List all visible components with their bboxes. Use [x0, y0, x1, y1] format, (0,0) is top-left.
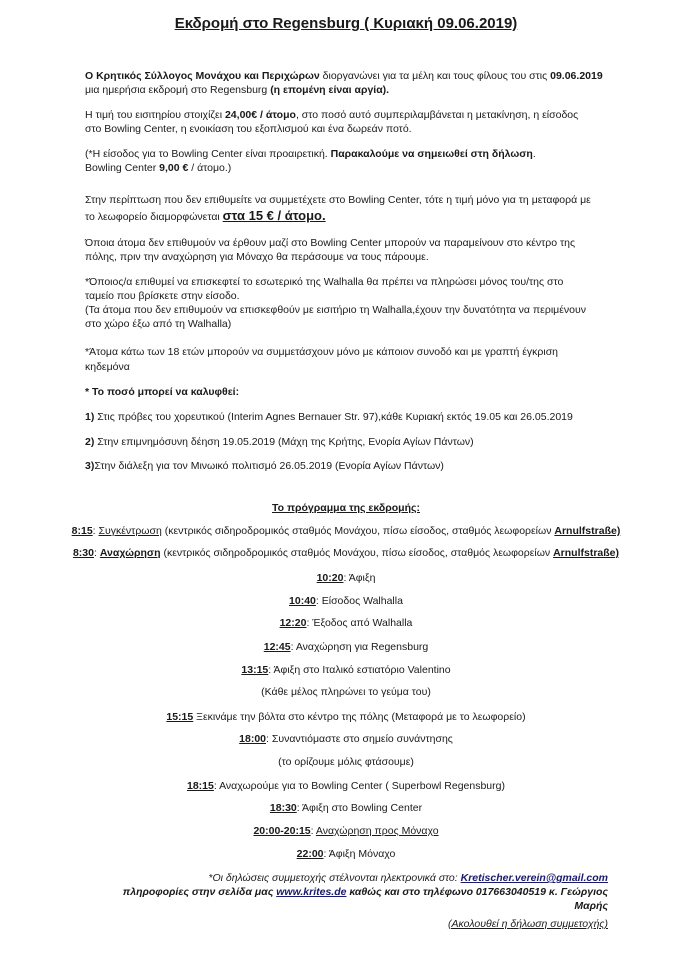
- schedule-time: 12:20: [279, 617, 307, 629]
- schedule-time: 18:00: [239, 733, 266, 745]
- schedule-text: (κεντρικός σιδηροδρομικός σταθμός Μονάχου, πίσω είσοδος, σταθμός λεωφορείων: [161, 525, 555, 537]
- bowling-note-text: (*Η είσοδος για το Bowling Center είναι προαιρετική.: [85, 148, 331, 160]
- schedule-label: Αναχώρηση: [99, 547, 161, 559]
- schedule-item: 20:00-20:15: Αναχώρηση προς Μόναχο: [253, 825, 439, 837]
- schedule-text: Άφιξη στο Ιταλικό εστιατόριο Valentino: [271, 664, 451, 676]
- trip-date: 09.06.2019: [550, 70, 603, 82]
- schedule-text: Άφιξη στο Bowling Center: [299, 802, 423, 814]
- schedule-time: 8:15: [71, 525, 93, 537]
- payment-item-number: 1): [85, 411, 95, 423]
- schedule-text: (κεντρικός σιδηροδρομικός σταθμός Μονάχου, πίσω είσοδος, σταθμός λεωφορείων: [160, 547, 554, 559]
- payment-item-text: Στις πρόβες του χορευτικού (Interim Agnes Bernauer Str. 97),κάθε Κυριακή εκτός 19.05 και 26.05.2019: [94, 411, 573, 423]
- schedule-item: 12:20: Έξοδος από Walhalla: [279, 617, 413, 629]
- payment-item: [85, 460, 444, 473]
- schedule-text: Ξεκινάμε την βόλτα στο κέντρο της πόλης (Μεταφορά με το λεωφορείο): [193, 711, 526, 723]
- price-line-1: [85, 109, 578, 122]
- payment-item-text: Στην διάλεξη για τον Μινωικό πολιτισμό 26.05.2019 (Ενορία Αγίων Πάντων): [94, 460, 444, 472]
- footer-line-1: [208, 872, 608, 885]
- price-text: Η τιμή του εισιτηρίου στοιχίζει: [85, 109, 225, 121]
- city-line-2: πόλης, πριν την αναχώρηση για Μόναχο θα περάσουμε να τους πάρουμε.: [85, 251, 429, 263]
- schedule-note: (το ορίζουμε μόλις φτάσουμε): [278, 756, 414, 768]
- intro-text-2: μια ημερήσια εκδρομή στο Regensburg: [85, 84, 271, 96]
- schedule-item: 22:00: Άφιξη Μόναχο: [296, 848, 396, 860]
- schedule-item: 8:15: Συγκέντρωση (κεντρικός σιδηροδρομικός σταθμός Μονάχου, πίσω είσοδος, σταθμός λεωφορείων Arnulfstraße): [71, 525, 621, 537]
- schedule-note: (Κάθε μέλος πληρώνει το γεύμα του): [261, 686, 431, 698]
- page-title: Εκδρομή στο Regensburg ( Κυριακή 09.06.2019): [174, 15, 518, 32]
- bowling-price: 9,00 €: [159, 162, 189, 174]
- website-link[interactable]: www.krites.de: [276, 886, 347, 898]
- footer-line-2: [123, 886, 608, 899]
- bowling-unit: / άτομο.): [188, 162, 232, 174]
- schedule-item: [0, 711, 692, 724]
- schedule-text: Άφιξη Μόναχο: [326, 848, 396, 860]
- bowling-note-line-2: [85, 162, 231, 175]
- schedule-time: 10:40: [289, 595, 316, 607]
- intro-line-1: [85, 70, 603, 83]
- walhalla-line-4: στο χώρο έξω από τη Walhalla): [85, 318, 232, 330]
- footer-contact-name: Μαρής: [574, 900, 608, 912]
- schedule-item: 13:15: Άφιξη στο Ιταλικό εστιατόριο Valentino: [241, 664, 451, 676]
- schedule-time: 15:15: [166, 711, 194, 723]
- footer-phone: καθώς και στο τηλέφωνο 017663040519 κ. Γεώργιος: [346, 886, 608, 898]
- intro-text: διοργανώνει για τα μέλη και τους φίλους του στις: [319, 70, 551, 82]
- bowling-label: Bowling Center: [85, 162, 160, 174]
- walhalla-line-1: *Όποιος/α επιθυμεί να επισκεφτεί το εσωτερικό της Walhalla θα πρέπει να πληρώσει μόνος του/της στο: [85, 276, 564, 288]
- schedule-time: 22:00: [296, 848, 324, 860]
- email-link[interactable]: Kretischer.verein@gmail.com: [460, 872, 608, 884]
- schedule-text: Συναντιόμαστε στο σημείο συνάντησης: [268, 733, 453, 745]
- schedule-item: 10:20: Άφιξη: [316, 572, 376, 584]
- payment-item: [85, 411, 573, 424]
- payment-heading: * Το ποσό μπορεί να καλυφθεί:: [85, 386, 240, 398]
- payment-item-text: Στην επιμνημόσυνη δέηση 19.05.2019 (Μάχη της Κρήτης, Ενορία Αγίων Πάντων): [94, 436, 474, 448]
- schedule-text: Έξοδος από Walhalla: [309, 617, 413, 629]
- city-line-1: Όποια άτομα δεν επιθυμούν να έρθουν μαζί στο Bowling Center μπορούν να παραμείνουν στο κέντρο της: [85, 237, 576, 249]
- schedule-item: 18:30: Άφιξη στο Bowling Center: [269, 802, 423, 814]
- schedule-text: Αναχώρηση για Regensburg: [293, 641, 429, 653]
- schedule-text-underlined: Αναχώρηση προς Μόναχο: [315, 825, 439, 837]
- schedule-time: 13:15: [241, 664, 269, 676]
- intro-line-2: [85, 84, 389, 97]
- schedule-item: 8:30: Αναχώρηση (κεντρικός σιδηροδρομικός σταθμός Μονάχου, πίσω είσοδος, σταθμός λεωφορείων Arnulfstraße): [72, 547, 620, 559]
- schedule-item: 10:40: Είσοδος Walhalla: [289, 595, 403, 607]
- payment-item-number: 2): [85, 436, 95, 448]
- schedule-text: Άφιξη: [346, 572, 376, 584]
- transport-only-price: στα 15 € / άτομο.: [222, 208, 326, 223]
- minors-line-2: κηδεμόνα: [85, 361, 130, 373]
- schedule-time: 18:30: [269, 802, 297, 814]
- no-bowling-line-2: [85, 209, 326, 224]
- schedule-label: Συγκέντρωση: [98, 525, 162, 537]
- footer-text: *Οι δηλώσεις συμμετοχής στέλνονται ηλεκτρονικά στο:: [208, 872, 461, 884]
- schedule-time: 10:20: [316, 572, 344, 584]
- no-bowling-line-1: Στην περίπτωση που δεν επιθυμείτε να συμμετέχετε στο Bowling Center, τότε η τιμή μόνο για τη μεταφορά με: [85, 194, 591, 206]
- org-name: Ο Κρητικός Σύλλογος Μονάχου και Περιχώρων: [85, 70, 320, 82]
- bowling-note-bold: Παρακαλούμε να σημειωθεί στη δήλωση: [330, 148, 533, 160]
- schedule-item: 18:00: Συναντιόμαστε στο σημείο συνάντησης: [239, 733, 453, 745]
- ticket-price: 24,00€ / άτομο: [224, 109, 296, 121]
- bowling-note-end: .: [532, 148, 536, 160]
- schedule-text: Αναχωρούμε για το Bowling Center ( Superbowl Regensburg): [216, 780, 505, 792]
- schedule-item: 12:45: Αναχώρηση για Regensburg: [263, 641, 429, 653]
- program-heading: Το πρόγραμμα της εκδρομής:: [272, 502, 420, 514]
- schedule-place: Arnulfstraße): [554, 525, 621, 537]
- footer-text: πληροφορίες στην σελίδα μας: [122, 886, 277, 898]
- schedule-time: 8:30: [72, 547, 94, 559]
- no-bowling-text: το λεωφορείο διαμορφώνεται: [85, 211, 223, 223]
- price-line-2: στο Bowling Center, η ενοικίαση του εξοπλισμού και ένα δωρεάν ποτό.: [85, 123, 412, 135]
- schedule-place: Arnulfstraße): [553, 547, 620, 559]
- schedule-time: 18:15: [187, 780, 214, 792]
- price-text-2: , στο ποσό αυτό συμπεριλαμβάνεται η μετακίνηση, η είσοδος: [295, 109, 579, 121]
- minors-line-1: *Άτομα κάτω των 18 ετών μπορούν να συμμετάσχουν μόνο με κάποιον συνοδό και με γραπτή έγκριση: [85, 346, 559, 358]
- schedule-item: 18:15: Αναχωρούμε για το Bowling Center ( Superbowl Regensburg): [187, 780, 505, 792]
- holiday-note: (η επομένη είναι αργία).: [270, 84, 390, 96]
- walhalla-line-2: ταμείο που βρίσκετε στην είσοδο.: [85, 290, 240, 302]
- schedule-time: 12:45: [263, 641, 291, 653]
- walhalla-line-3: (Τα άτομα που δεν επιθυμούν να επισκεφθούν με εισιτήριο τη Walhalla,έχουν την δυνατότητα να περιμένουν: [85, 304, 586, 316]
- bowling-note-line-1: [85, 148, 536, 161]
- payment-item-number: 3): [85, 460, 95, 472]
- schedule-text: Είσοδος Walhalla: [318, 595, 403, 607]
- schedule-time: 20:00-20:15: [253, 825, 311, 837]
- payment-item: [85, 436, 474, 449]
- footer-follow-note: (Ακολουθεί η δήλωση συμμετοχής): [447, 918, 608, 930]
